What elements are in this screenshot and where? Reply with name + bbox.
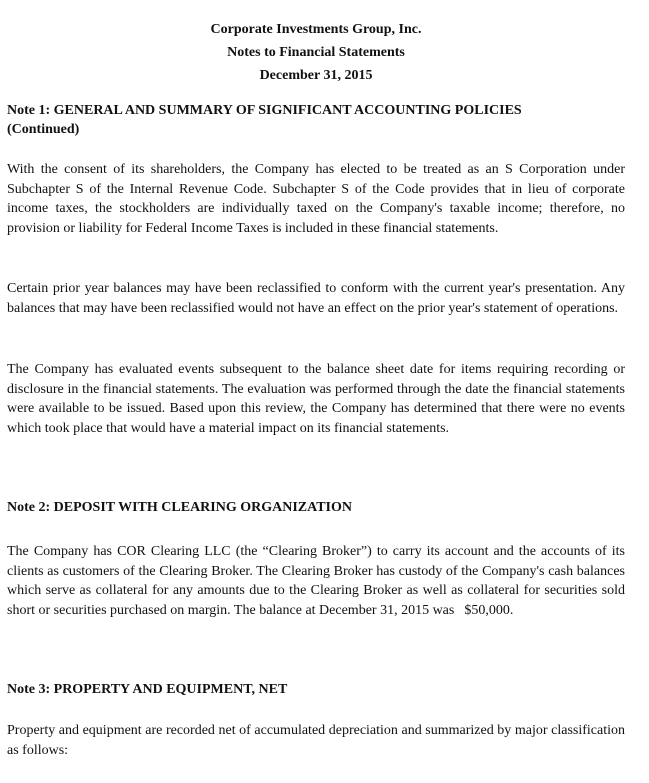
note1-heading	[7, 101, 625, 139]
note3-heading: Note 3: PROPERTY AND EQUIPMENT, NET	[7, 682, 288, 697]
note3-paragraph: Property and equipment are recorded net of accumulated depreciation and summarized by major classification as follows:	[7, 723, 625, 758]
note2-balance-amount: $50,000.	[464, 602, 514, 618]
note1-heading-line2: (Continued)	[7, 122, 80, 137]
note1-paragraph-s-corporation: With the consent of its shareholders, the Company has elected to be treated as an S Corporation under Subchapter S of the Internal Revenue Code. Subchapter S of the Code provides that in lieu of corporate income taxes, the stockholders are individually taxed on the Company's taxable income; therefore, no provision or liability for Federal Income Taxes is included in these financial statements.	[7, 162, 625, 236]
note1-heading-line1: Note 1: GENERAL AND SUMMARY OF SIGNIFICANT ACCOUNTING POLICIES	[7, 103, 522, 118]
note2-heading: Note 2: DEPOSIT WITH CLEARING ORGANIZATION	[7, 500, 352, 515]
note1-paragraph-reclassification: Certain prior year balances may have been reclassified to conform with the current year's presentation. Any balances that may have been reclassified would not have an effect on the prior year's statement of operations.	[7, 281, 625, 316]
document-title: Notes to Financial Statements	[227, 45, 405, 60]
company-name: Corporate Investments Group, Inc.	[210, 22, 422, 37]
note1-paragraph-subsequent-events: The Company has evaluated events subsequent to the balance sheet date for items requiring recording or disclosure in the financial statements. The evaluation was performed through the date the financial statements were available to be issued. Based upon this review, the Company has determined that there were no events which took place that would have a material impact on its financial statements.	[7, 362, 625, 436]
note2-paragraph-text: The Company has COR Clearing LLC (the “Clearing Broker”) to carry its account and the accounts of its clients as customers of the Clearing Broker. The Clearing Broker has custody of the Company's cash balances which serve as collateral for any amounts due to the Clearing Broker as well as collateral for securities sold short or securities purchased on margin. The balance at December 31, 2015 was	[7, 544, 625, 618]
statement-date: December 31, 2015	[259, 68, 373, 83]
note2-paragraph	[7, 542, 625, 620]
